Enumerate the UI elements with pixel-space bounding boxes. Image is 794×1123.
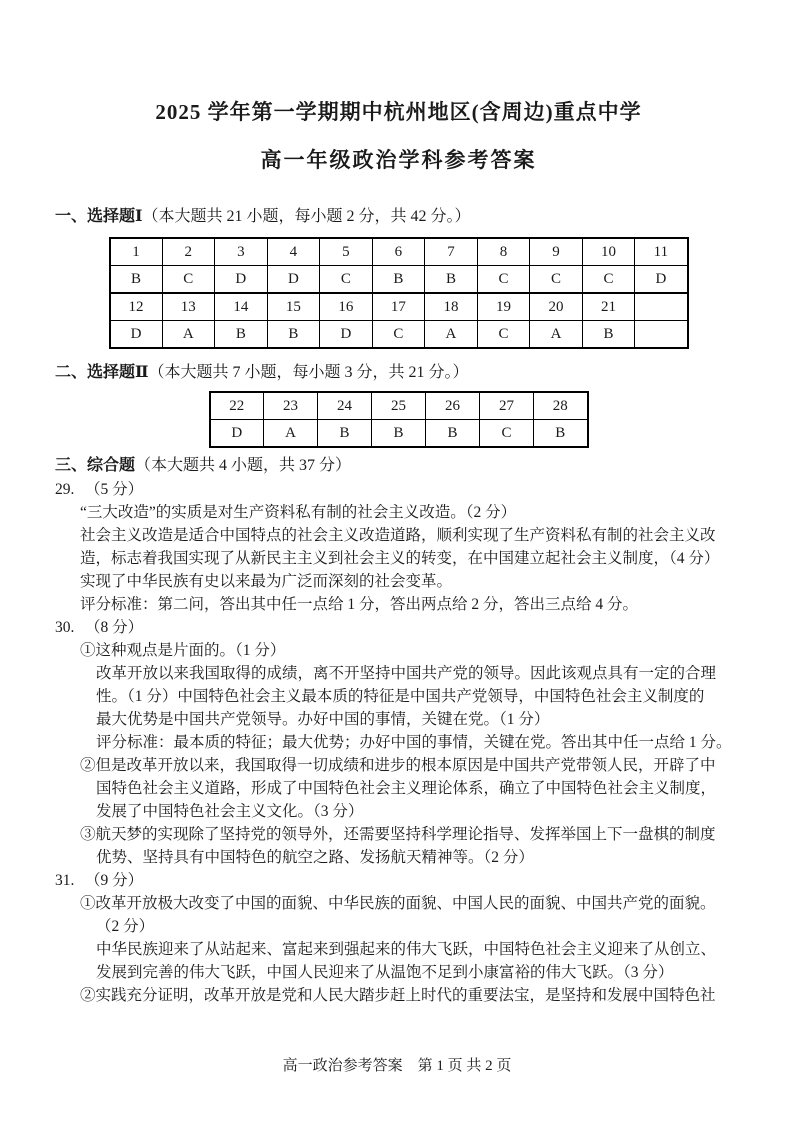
answer-line: 中华民族迎来了从站起来、富起来到强起来的伟大飞跃，中国特色社会主义迎来了从创立、	[96, 941, 717, 958]
answer-cell: A	[425, 321, 478, 349]
answer-cell: 28	[534, 392, 588, 420]
answer-cell: C	[530, 266, 583, 294]
answer-line: ①改革开放极大改变了中国的面貌、中华民族的面貌、中国人民的面貌、中国共产党的面貌。	[80, 895, 716, 912]
answer-cell: D	[635, 266, 688, 294]
answer-cell: B	[372, 266, 425, 294]
question-answer-lines	[55, 639, 742, 869]
answer-table-1	[109, 237, 689, 349]
answer-cell: C	[477, 266, 530, 294]
question-score: （8 分）	[85, 619, 144, 636]
question-block	[55, 616, 742, 869]
answer-cell: B	[426, 420, 480, 448]
answer-cell: B	[372, 420, 426, 448]
answer-line: 发展到完善的伟大飞跃，中国人民迎来了从温饱不足到小康富裕的伟大飞跃。（3 分）	[96, 964, 674, 981]
answer-cell: 9	[530, 238, 583, 266]
question-block	[55, 869, 742, 1007]
page-footer: 高一政治参考答案 第 1 页 共 2 页	[282, 1058, 512, 1074]
section-heading-essay	[55, 454, 742, 478]
answer-table-row	[210, 392, 588, 420]
answer-table-2	[209, 391, 589, 448]
answer-cell: 13	[162, 293, 215, 321]
answer-cell: 25	[372, 392, 426, 420]
document-title: 2025 学年第一学期期中杭州地区(含周边)重点中学	[155, 100, 642, 124]
answer-cell	[635, 293, 688, 321]
answer-line: 发展了中国特色社会主义文化。（3 分）	[96, 803, 364, 820]
answer-line: 社会主义改造是适合中国特点的社会主义改造道路，顺利实现了生产资料私有制的社会主义改	[80, 527, 716, 544]
answer-cell: C	[320, 266, 373, 294]
answer-cell: 6	[372, 238, 425, 266]
answer-cell: B	[267, 321, 320, 349]
answer-cell: 17	[372, 293, 425, 321]
question-score: （9 分）	[85, 872, 144, 889]
answer-cell: D	[110, 321, 163, 349]
answer-cell: 7	[425, 238, 478, 266]
answer-cell: 3	[215, 238, 268, 266]
answer-cell: 26	[426, 392, 480, 420]
question-block	[55, 478, 742, 616]
answer-line: “三大改造”的实质是对生产资料私有制的社会主义改造。（2 分）	[80, 504, 517, 521]
answer-cell: 16	[320, 293, 373, 321]
answer-line: （2 分）	[96, 918, 155, 935]
question-answer-lines	[55, 501, 742, 616]
answer-cell: 8	[477, 238, 530, 266]
answer-line: ②但是改革开放以来，我国取得一切成绩和进步的根本原因是中国共产党带领人民，开辟了中	[80, 757, 716, 774]
answer-cell	[635, 321, 688, 349]
answer-table-row	[110, 238, 688, 266]
section-subtitle: （本大题共 7 小题，每小题 3 分，共 21 分。）	[148, 364, 469, 381]
answer-cell: 22	[210, 392, 264, 420]
answer-cell: 21	[582, 293, 635, 321]
answer-cell: 20	[530, 293, 583, 321]
answer-line: 最大优势是中国共产党领导。办好中国的事情，关键在党。（1 分）	[96, 711, 550, 728]
answer-cell: 18	[425, 293, 478, 321]
answer-cell: C	[582, 266, 635, 294]
answer-table-row	[110, 321, 688, 349]
answer-cell: B	[215, 321, 268, 349]
answer-line: ③航天梦的实现除了坚持党的领导外，还需要坚持科学理论指导、发挥举国上下一盘棋的制度	[80, 826, 716, 843]
answer-cell: A	[264, 420, 318, 448]
answer-table-row	[110, 293, 688, 321]
answer-cell: 10	[582, 238, 635, 266]
question-number: 29.	[55, 481, 75, 498]
answer-cell: 23	[264, 392, 318, 420]
essay-questions	[55, 478, 742, 1007]
answer-line: ①这种观点是片面的。（1 分）	[80, 642, 286, 659]
answer-cell: D	[215, 266, 268, 294]
answer-line: 实现了中华民族有史以来最为广泛而深刻的社会变革。	[80, 573, 453, 590]
section-title: 三、综合题	[55, 457, 136, 474]
answer-cell: D	[267, 266, 320, 294]
answer-cell: 24	[318, 392, 372, 420]
answer-line: 性。（1 分）中国特色社会主义最本质的特征是中国共产党领导，中国特色社会主义制度的	[96, 688, 705, 705]
section-title: 一、选择题Ⅰ	[55, 208, 143, 225]
question-number: 30.	[55, 619, 75, 636]
answer-cell: B	[582, 321, 635, 349]
answer-line: 改革开放以来我国取得的成绩，离不开坚持中国共产党的领导。因此该观点具有一定的合理	[96, 665, 717, 682]
question-number: 31.	[55, 872, 75, 889]
section-heading-choice1	[55, 205, 742, 229]
section-heading-choice2	[55, 361, 742, 385]
section-title: 二、选择题Ⅱ	[55, 364, 149, 381]
answer-cell: A	[162, 321, 215, 349]
answer-cell: 5	[320, 238, 373, 266]
answer-line: ②实践充分证明，改革开放是党和人民大踏步赶上时代的重要法宝，是坚持和发展中国特色社	[80, 987, 716, 1004]
answer-cell: 1	[110, 238, 163, 266]
answer-cell: 11	[635, 238, 688, 266]
question-score: （5 分）	[85, 481, 144, 498]
answer-cell: B	[110, 266, 163, 294]
answer-cell: 2	[162, 238, 215, 266]
answer-cell: C	[477, 321, 530, 349]
answer-cell: 19	[477, 293, 530, 321]
question-head	[55, 869, 742, 892]
answer-cell: C	[372, 321, 425, 349]
question-answer-lines	[55, 892, 742, 1007]
answer-cell: 12	[110, 293, 163, 321]
answer-cell: C	[162, 266, 215, 294]
answer-cell: 27	[480, 392, 534, 420]
answer-cell: A	[530, 321, 583, 349]
answer-cell: C	[480, 420, 534, 448]
question-head	[55, 478, 742, 501]
answer-line: 国特色社会主义道路，形成了中国特色社会主义理论体系，确立了中国特色社会主义制度，	[96, 780, 717, 797]
answer-cell: D	[320, 321, 373, 349]
answer-table-row	[110, 266, 688, 294]
answer-cell: B	[534, 420, 588, 448]
section-subtitle: （本大题共 4 小题，共 37 分）	[135, 457, 352, 474]
answer-cell: 15	[267, 293, 320, 321]
answer-cell: 4	[267, 238, 320, 266]
question-head	[55, 616, 742, 639]
section-subtitle: （本大题共 21 小题，每小题 2 分，共 42 分。）	[142, 208, 471, 225]
answer-table-row	[210, 420, 588, 448]
document-subtitle: 高一年级政治学科参考答案	[260, 148, 537, 172]
answer-line: 评分标准：最本质的特征；最大优势；办好中国的事情，关键在党。答出其中任一点给 1 分。	[96, 734, 732, 751]
answer-line: 优势、坚持具有中国特色的航空之路、发扬航天精神等。（2 分）	[96, 849, 534, 866]
answer-cell: B	[425, 266, 478, 294]
answer-line: 造，标志着我国实现了从新民主主义到社会主义的转变，在中国建立起社会主义制度，（4 分）	[80, 550, 720, 567]
answer-cell: B	[318, 420, 372, 448]
answer-line: 评分标准：第二问，答出其中任一点给 1 分，答出两点给 2 分，答出三点给 4 分。	[80, 596, 639, 613]
answer-cell: D	[210, 420, 264, 448]
answer-cell: 14	[215, 293, 268, 321]
